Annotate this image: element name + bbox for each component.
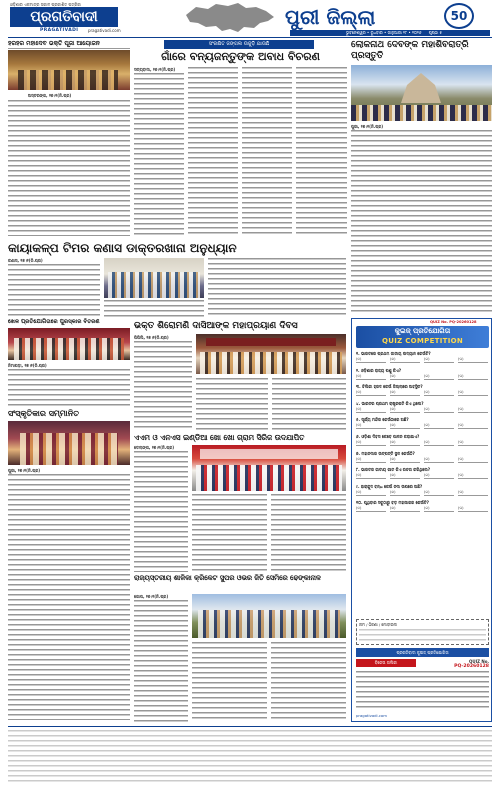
quiz-question-text: ୭. ମହାନଦୀର ଉତ୍ପତ୍ତି ସ୍ଥଳ କେଉଁଠି?	[356, 450, 415, 456]
story-headline[interactable]: କାୟାକଳ୍ପ ଟିମର କଣାସ ଡାକ୍ତରଖାନା ଅନୁଧ୍ୟାନ	[8, 241, 237, 255]
quiz-option[interactable]: (ଖ)	[390, 473, 420, 479]
quiz-question-text: ୩. ଚିଲିକା ହ୍ରଦ କେଉଁ ଜିଲ୍ଲାରେ ଅବସ୍ଥିତ?	[356, 384, 423, 390]
divider	[8, 48, 130, 49]
story-body-col3	[271, 494, 346, 572]
story-khokho	[134, 432, 346, 572]
story-headline[interactable]: ରାଜ୍ୟସ୍ତରୀୟ ଶାଳିକା କ୍ରିକେଟ ସୁପର ଓଭର ଜିତି ସେମିରେ ଢେଙ୍କାନାଳ	[134, 574, 321, 582]
crowd-shape	[18, 70, 118, 90]
story-headline[interactable]: ଗାଁରେ ବନ୍ୟଜନ୍ତୁଙ୍କ ଅବାଧ ବିଚରଣ	[161, 50, 320, 63]
quiz-option[interactable]: (କ)	[356, 440, 386, 446]
quiz-option[interactable]: (ଘ)	[458, 407, 488, 413]
story-headline[interactable]: ସଂସ୍କୃତିକାର ସମ୍ମାନିତ	[8, 409, 79, 418]
quiz-option[interactable]: (ଖ)	[390, 506, 420, 512]
dateline: ଭୁବନେଶ୍ୱର • ବୁଧବାର • ଜାନୁଆରୀ ୨୮ • ୨୦୨୬	[346, 30, 422, 35]
quiz-website[interactable]: pragativadi.com	[356, 713, 387, 718]
temple-shape	[401, 73, 441, 103]
story-body-col1	[134, 73, 184, 237]
quiz-option[interactable]: (ଖ)	[390, 440, 420, 446]
story-byline: ପୁରୀ, ୨୭।୧(ନି.ପ୍ର)	[351, 124, 384, 129]
quiz-option[interactable]: (ଘ)	[458, 506, 488, 512]
story-headline[interactable]: ଭକ୍ତ ଶିରୋମଣି ଦାସିଆଙ୍କ ମହାପ୍ରୟାଣ ଦିବସ	[134, 321, 298, 331]
quiz-section	[351, 318, 492, 722]
story-body-right	[208, 258, 346, 318]
story-body-col4	[296, 67, 347, 237]
story-body-col3	[242, 67, 292, 237]
quiz-option[interactable]: (ଘ)	[458, 440, 488, 446]
section-title: ପୁରୀ ଜିଲ୍ଲା	[285, 5, 376, 29]
story-loknath	[351, 40, 492, 238]
odisha-map-icon	[182, 1, 278, 35]
story-byline: ନିମାପଡ଼ା, ୨୭।୧(ନି.ପ୍ର)	[8, 363, 47, 368]
quiz-option[interactable]: (ଗ)	[424, 374, 454, 380]
hospital-team-photo	[104, 258, 204, 298]
prize-photo	[8, 328, 130, 360]
bottom-strip-text	[8, 730, 492, 782]
quiz-option[interactable]: (କ)	[356, 506, 386, 512]
story-byline: ଗୋପ, ୨୭।୧(ନି.ପ୍ର)	[134, 594, 169, 599]
story-body-col3	[271, 642, 346, 722]
story-kicker: ସଂରକ୍ଷିତ ଜଙ୍ଗଲ ଉଜୁଡ଼ି ଯାଉଛି	[164, 40, 314, 49]
story-body-col1	[134, 451, 188, 572]
quiz-question-text: ୧. ଭାରତରେ ପ୍ରଥମ ଜାତୀୟ ଉଦ୍ୟାନ କେଉଁଟି?	[356, 351, 431, 356]
reply-label: ନାମ / ଠିକଣା / ମୋବାଇଲ	[359, 622, 397, 627]
story-cricket	[134, 574, 346, 722]
logo-text: ପ୍ରଗତିବାଦୀ	[30, 9, 98, 25]
dateline-bar	[290, 30, 490, 36]
quiz-options	[356, 374, 489, 380]
story-dasia	[134, 320, 346, 430]
quiz-title: କୁଇଜ୍ ପ୍ରତିଯୋଗିତା	[394, 327, 451, 335]
quiz-option[interactable]: (ଗ)	[424, 390, 454, 396]
quiz-option[interactable]: (ଗ)	[424, 506, 454, 512]
quiz-option[interactable]: (ଖ)	[390, 390, 420, 396]
quiz-subtitle: QUIZ COMPETITION	[381, 337, 464, 345]
quiz-question	[356, 484, 489, 496]
quiz-number: PQ-20260128	[454, 664, 489, 669]
quiz-option[interactable]: (କ)	[356, 407, 386, 413]
quiz-question	[356, 351, 489, 363]
story-body-left	[8, 264, 100, 318]
quiz-question	[356, 434, 489, 446]
reply-lines[interactable]	[359, 629, 486, 643]
story-body-col2	[188, 67, 238, 237]
quiz-options	[356, 390, 489, 396]
story-byline: ସତ୍ୟବାଦୀ, ୨୭।୧(ନି.ପ୍ର)	[134, 67, 176, 72]
winners-header	[356, 659, 416, 667]
quiz-question-text: ୫. ସୂର୍ଯ୍ୟ ମନ୍ଦିର କେଉଁଠାରେ ଅଛି?	[356, 417, 409, 423]
quiz-question	[356, 417, 489, 429]
story-artist	[8, 408, 130, 720]
quiz-option[interactable]: (କ)	[356, 390, 386, 396]
reply-box	[356, 619, 489, 645]
quiz-options	[356, 457, 489, 463]
story-body-col2	[196, 378, 268, 430]
quiz-questions	[356, 351, 489, 517]
quiz-option[interactable]: (କ)	[356, 473, 386, 479]
quiz-option[interactable]: (କ)	[356, 357, 386, 363]
story-headline[interactable]: ଲୋକନାଥ ଦେବଙ୍କ ମହାଶିବରାତ୍ରି ପ୍ରସ୍ତୁତି	[351, 40, 469, 61]
quiz-options	[356, 423, 489, 429]
quiz-option[interactable]: (କ)	[356, 423, 386, 429]
banner-shape	[200, 449, 338, 459]
quiz-question	[356, 451, 489, 463]
people-shape	[20, 433, 118, 465]
anniversary-number: 50	[450, 9, 468, 23]
quiz-question-text: ୬. ଓଡ଼ିଶା ଦିବସ କେବେ ପାଳନ କରାଯାଏ?	[356, 433, 420, 439]
quiz-question	[356, 467, 489, 479]
quiz-options	[356, 506, 489, 512]
story-headline[interactable]: ଖେଳ ପ୍ରତିଯୋଗିତାରେ ପୁରସ୍କାର ବିତରଣ	[8, 319, 100, 325]
quiz-option[interactable]: (ଘ)	[458, 423, 488, 429]
quiz-question	[356, 384, 489, 396]
cricket-photo	[192, 594, 346, 638]
quiz-option[interactable]: (କ)	[356, 490, 386, 496]
story-body	[351, 130, 492, 312]
quiz-question-text: ୮. ଭାରତର ଜାତୀୟ ଗୀତ କିଏ ରଚନା କରିଥିଲେ?	[356, 467, 431, 473]
story-byline: କଣାସ, ୨୭।୧(ନି.ପ୍ର)	[8, 258, 43, 263]
quiz-option[interactable]: (କ)	[356, 457, 386, 463]
artist-photo	[8, 421, 130, 465]
quiz-option[interactable]: (ଗ)	[424, 407, 454, 413]
bottom-divider	[8, 726, 492, 727]
quiz-options	[356, 407, 489, 413]
people-shape	[198, 610, 340, 638]
newspaper-logo[interactable]	[10, 7, 118, 27]
quiz-option[interactable]: (ଖ)	[390, 490, 420, 496]
story-headline[interactable]: ଏଏମ ଓ ଏନଏସ ଇଣ୍ଡିଆ ଖୋ ଖୋ ଗ୍ରାମ ସିରିଜ ଉଦଯାପିତ	[134, 433, 305, 442]
story-body	[8, 369, 130, 406]
quiz-option[interactable]: (ଘ)	[458, 490, 488, 496]
quiz-option[interactable]: (ଘ)	[458, 457, 488, 463]
quiz-tag: QUIZ No. PQ-20260128	[430, 320, 477, 324]
quiz-option[interactable]: (ଖ)	[390, 407, 420, 413]
story-body	[8, 474, 130, 720]
logo-english: PRAGATIVADI	[40, 28, 79, 33]
story-byline: ଡେଲାଙ୍ଗ, ୨୭।୧(ନି.ପ୍ର)	[134, 445, 175, 450]
quiz-options	[356, 490, 489, 496]
quiz-option[interactable]: (ଘ)	[458, 357, 488, 363]
quiz-partner-band	[356, 648, 489, 657]
quiz-option[interactable]: (ଖ)	[390, 374, 420, 380]
quiz-option[interactable]: (ଖ)	[390, 423, 420, 429]
winners-list	[356, 671, 489, 711]
quiz-option[interactable]: (ଖ)	[390, 357, 420, 363]
quiz-option[interactable]: (ଗ)	[424, 490, 454, 496]
quiz-option[interactable]: (ଘ)	[458, 473, 488, 479]
masthead	[0, 0, 500, 36]
people-shape	[351, 105, 492, 121]
story-body	[8, 100, 130, 236]
story-body-col1	[134, 341, 192, 430]
puja-photo	[8, 50, 130, 90]
quiz-banner	[356, 326, 489, 348]
quiz-number-box	[440, 659, 489, 669]
quiz-option[interactable]: (ଘ)	[458, 374, 488, 380]
people-shape	[196, 465, 342, 491]
story-body-col1	[134, 600, 188, 722]
temple-photo	[351, 65, 492, 121]
masthead-tagline: ଓଡ଼ିଶାର ଏକମାତ୍ର ସକାଳ ପ୍ରକାଶିତ ପତ୍ରିକା	[10, 2, 82, 7]
quiz-option[interactable]: (ଖ)	[390, 457, 420, 463]
winners-label: ବିଜେତା ତାଲିକା	[374, 660, 398, 665]
quiz-question	[356, 401, 489, 413]
quiz-number-label: QUIZ No.	[468, 659, 489, 664]
story-wildlife	[134, 40, 347, 238]
quiz-question-text: ୯. ହୀରାକୁଦ ବନ୍ଧ କେଉଁ ନଦୀ ଉପରେ ଅଛି?	[356, 483, 423, 489]
quiz-options	[356, 440, 489, 446]
story-body-col2	[192, 642, 267, 722]
story-byline: ପୁରୀ, ୨୭।୧(ନି.ପ୍ର)	[8, 468, 41, 473]
quiz-question-text: ୪. ଭାରତର ପ୍ରଥମ ରାଷ୍ଟ୍ରପତି କିଏ ଥିଲେ?	[356, 400, 424, 406]
people-shape	[108, 272, 200, 298]
khokho-photo	[192, 445, 346, 491]
quiz-options	[356, 473, 489, 479]
page-number: ପୃଷ୍ଠା ୫	[428, 30, 443, 35]
story-sports	[8, 318, 130, 406]
quiz-partner: ପ୍ରଗତିବାଦୀ କୁଇଜ୍ ପ୍ରତିଯୋଗିତା	[396, 650, 449, 655]
story-body-center	[104, 300, 204, 318]
quiz-option[interactable]: (ଗ)	[424, 357, 454, 363]
story-byline: ପିପିଲି, ୨୭।୧(ନି.ପ୍ର)	[134, 335, 169, 340]
story-headline[interactable]: ହରହର ମହାଦେବ ଭକ୍ତି ପୂଜା ଆୟୋଜନ	[8, 40, 100, 47]
quiz-question-text: ୧୦. ପୃଥିବୀର ସବୁଠାରୁ ବଡ଼ ମହାସାଗର କେଉଁଟି?	[356, 500, 429, 506]
anniversary-logo	[444, 3, 474, 29]
banner-shape	[206, 338, 336, 346]
quiz-question	[356, 500, 489, 512]
quiz-options	[356, 357, 489, 363]
quiz-option[interactable]: (ଗ)	[424, 423, 454, 429]
function-photo	[196, 334, 346, 374]
masthead-divider	[8, 37, 492, 38]
people-shape	[200, 352, 342, 374]
quiz-option[interactable]: (ଗ)	[424, 473, 454, 479]
quiz-option[interactable]: (କ)	[356, 374, 386, 380]
story-body-col3	[272, 378, 346, 430]
story-hara-hara	[8, 40, 130, 238]
story-kayakalpa	[8, 240, 346, 318]
story-byline: ଅସ୍ତରଙ୍ଗ, ୨୭।୧(ନି.ପ୍ର)	[28, 93, 72, 98]
quiz-question	[356, 368, 489, 380]
people-shape	[14, 338, 124, 360]
quiz-option[interactable]: (ଗ)	[424, 440, 454, 446]
story-body-col2	[192, 494, 267, 572]
quiz-option[interactable]: (ଘ)	[458, 390, 488, 396]
quiz-option[interactable]: (ଗ)	[424, 457, 454, 463]
quiz-question-text: ୨. ଓଡ଼ିଶାର ରାଜ୍ୟ ପଶୁ କିଏ?	[356, 367, 402, 373]
masthead-website[interactable]: pragativadi.com	[88, 28, 121, 33]
question-list	[356, 351, 489, 512]
